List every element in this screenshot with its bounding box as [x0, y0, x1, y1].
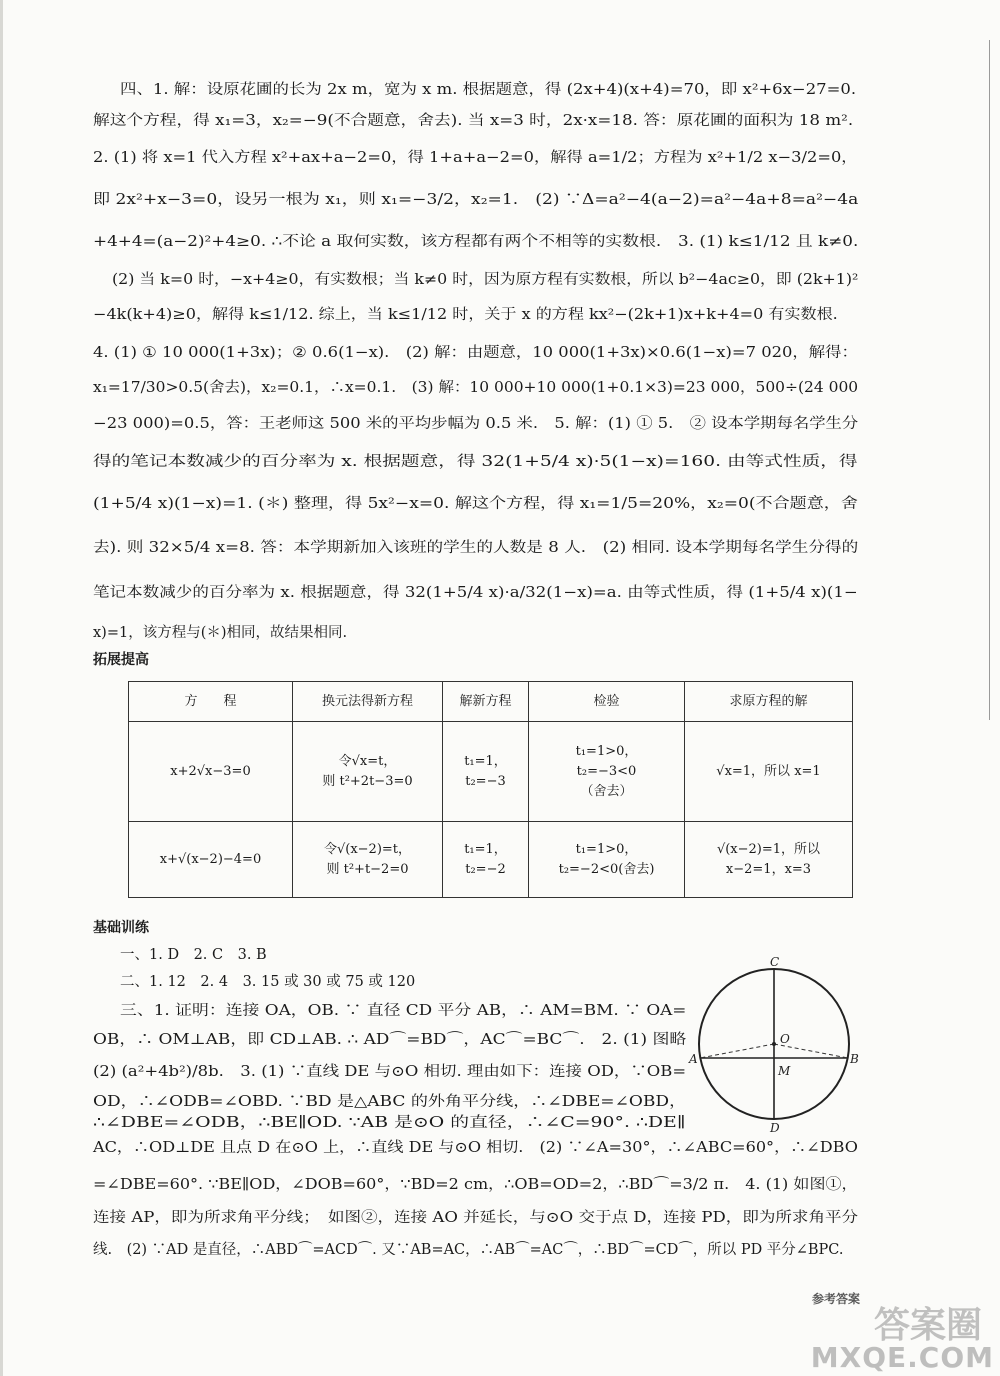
answer-line: −4k(k+4)≥0，解得 k≤1/12. 综上，当 k≤1/12 时，关于 x 的方程 kx²−(2k+1)x+k+4=0 有实数根.: [93, 307, 838, 323]
label-d: D: [770, 1121, 780, 1133]
table-row: [129, 722, 853, 822]
cell-line: 则 t²+2t−3=0: [322, 773, 413, 789]
cell-line: t₁=1，: [464, 841, 507, 857]
table-header: 方 程: [129, 682, 293, 722]
substitution-table: [128, 681, 853, 898]
basic-line: 线. (2) ∵AD 是直径，∴ABD⌒=ACD⌒. 又∵AB=AC，∴AB⌒=AC⌒，∴BD⌒=CD⌒，所以 PD 平分∠BPC.: [93, 1242, 844, 1258]
cell-line: t₁=1>0，: [575, 743, 638, 759]
label-a: A: [689, 1052, 698, 1066]
table-header: 求原方程的解: [685, 682, 853, 722]
basic-line: 二、1. 12 2. 4 3. 15 或 30 或 75 或 120: [120, 974, 416, 990]
cell-line: 令√x=t，: [338, 753, 397, 769]
cell-line: t₂=−3<0: [576, 763, 637, 779]
cell-line: t₂=−2: [465, 861, 506, 877]
table-header: 检验: [529, 682, 685, 722]
answer-line: −23 000)=0.5，答：王老师这 500 米的平均步幅为 0.5 米. 5. 解：(1) ① 5. ② 设本学期每名学生分: [93, 416, 859, 432]
table-header-row: [129, 682, 853, 722]
answer-line: 得的笔记本数减少的百分率为 x. 根据题意，得 32(1+5/4 x)·5(1−x)=160. 由等式性质，得: [93, 454, 858, 470]
basic-line: OB，∴ OM⊥AB，即 CD⊥AB. ∴ AD⌒=BD⌒，AC⌒=BC⌒. 2. (1) 图略: [93, 1032, 687, 1048]
watermark-url: MXQE.COM: [810, 1341, 994, 1374]
segment-ob: [774, 1044, 848, 1058]
segment-oa: [700, 1044, 774, 1058]
label-m: M: [778, 1064, 791, 1078]
table-cell: [529, 722, 685, 822]
cell-line: x−2=1，x=3: [725, 861, 812, 877]
table-cell: [529, 822, 685, 898]
basic-line: =∠DBE=60°. ∵BE∥OD，∠DOB=60°，∵BD=2 cm，∴OB=OD=2，∴BD⌒=3/2 π. 4. (1) 如图①，: [93, 1177, 858, 1193]
label-o: O: [780, 1032, 790, 1046]
answer-line: 即 2x²+x−3=0，设另一根为 x₁，则 x₁=−3/2，x₂=1. (2) ∵Δ=a²−4(a−2)=a²−4a+8=a²−4a: [93, 192, 859, 208]
table-cell: [293, 822, 443, 898]
basic-line: ∴∠DBE=∠ODB，∴BE∥OD. ∵AB 是⊙O 的直径，∴∠C=90°. ∴DE∥: [93, 1115, 686, 1131]
table-cell: [685, 722, 853, 822]
cell-line: √(x−2)=1，所以: [716, 841, 821, 857]
answer-line: 2. (1) 将 x=1 代入方程 x²+ax+a−2=0，得 1+a+a−2=0，解得 a=1/2；方程为 x²+1/2 x−3/2=0，: [93, 150, 858, 166]
basic-line: (2) (a²+4b²)/8b. 3. (1) ∵直线 DE 与⊙O 相切. 理由如下：连接 OD，∵OB=: [93, 1064, 687, 1080]
table-cell: [443, 722, 529, 822]
answer-line: (2) 当 k=0 时，−x+4≥0，有实数根；当 k≠0 时，因为原方程有实数根，所以 b²−4ac≥0，即 (2k+1)²: [112, 272, 859, 288]
circle-figure: [688, 955, 860, 1133]
watermark-logo: 答案圈: [873, 1305, 982, 1346]
answer-line: 4. (1) ① 10 000(1+3x)；② 0.6(1−x). (2) 解：由题意，10 000(1+3x)×0.6(1−x)=7 020，解得：: [93, 345, 858, 361]
answer-line: x₁=17/30>0.5(舍去)，x₂=0.1，∴x=0.1. (3) 解：10 000+10 000(1+0.1×3)=23 000，500÷(24 000: [93, 380, 859, 396]
answer-line: x)=1，该方程与(＊)相同，故结果相同.: [93, 625, 348, 641]
table-cell: [685, 822, 853, 898]
table-header: 换元法得新方程: [293, 682, 443, 722]
table-cell: x+2√x−3=0: [129, 722, 293, 822]
answer-line: (1+5/4 x)(1−x)=1. (＊) 整理，得 5x²−x=0. 解这个方程，得 x₁=1/5=20%，x₂=0(不合题意，舍: [93, 496, 858, 512]
table-cell: x+√(x−2)−4=0: [129, 822, 293, 898]
cell-line: 令√(x−2)=t，: [323, 841, 412, 857]
table-row: [129, 822, 853, 898]
scan-edge-right: [989, 40, 990, 720]
table-cell: [443, 822, 529, 898]
cell-line: 则 t²+t−2=0: [326, 861, 409, 877]
cell-line: t₁=1>0，: [575, 841, 638, 857]
cell-line: √x=1，所以 x=1: [716, 763, 821, 779]
basic-line: 连接 AP，即为所求角平分线； 如图②，连接 AO 并延长，与⊙O 交于点 D，连接 PD，即为所求角平分: [93, 1210, 859, 1226]
answer-line: +4+4=(a−2)²+4≥0. ∴不论 a 取何实数，该方程都有两个不相等的实数根. 3. (1) k≤1/12 且 k≠0.: [93, 234, 859, 250]
basic-line: AC，∴OD⊥DE 且点 D 在⊙O 上，∴直线 DE 与⊙O 相切. (2) ∵∠A=30°，∴∠ABC=60°，∴∠DBO: [93, 1140, 858, 1156]
basic-line: OD，∴∠ODB=∠OBD. ∵BD 是△ABC 的外角平分线，∴∠DBE=∠OBD，: [93, 1094, 687, 1110]
cell-line: t₁=1，: [464, 753, 507, 769]
center-point: [772, 1042, 776, 1046]
answer-line: 解这个方程，得 x₁=3，x₂=−9(不合题意，舍去). 当 x=3 时，2x·x=18. 答：原花圃的面积为 18 m².: [93, 113, 854, 129]
section-heading-basic: 基础训练: [93, 920, 149, 936]
answer-line: 四、1. 解：设原花圃的长为 2x m，宽为 x m. 根据题意，得 (2x+4)(x+4)=70，即 x²+6x−27=0.: [120, 82, 857, 98]
cell-line: t₂=−2<0(舍去): [558, 861, 655, 877]
label-c: C: [770, 955, 780, 969]
section-heading-expand: 拓展提高: [93, 652, 149, 668]
answer-line: 笔记本数减少的百分率为 x. 根据题意，得 32(1+5/4 x)·a/32(1−x)=a. 由等式性质，得 (1+5/4 x)(1−: [93, 585, 858, 601]
cell-line: （舍去）: [580, 783, 633, 799]
basic-line: 一、1. D 2. C 3. B: [120, 947, 267, 963]
table-header: 解新方程: [443, 682, 529, 722]
label-b: B: [850, 1052, 859, 1066]
table-cell: [293, 722, 443, 822]
footer-label: 参考答案: [812, 1292, 861, 1306]
scan-edge-left: [0, 0, 3, 1376]
basic-line: 三、1. 证明：连接 OA，OB. ∵ 直径 CD 平分 AB，∴ AM=BM. ∵ OA=: [120, 1003, 687, 1019]
cell-line: t₂=−3: [465, 773, 506, 789]
answer-line: 去). 则 32×5/4 x=8. 答：本学期新加入该班的学生的人数是 8 人. (2) 相同. 设本学期每名学生分得的: [93, 540, 859, 556]
